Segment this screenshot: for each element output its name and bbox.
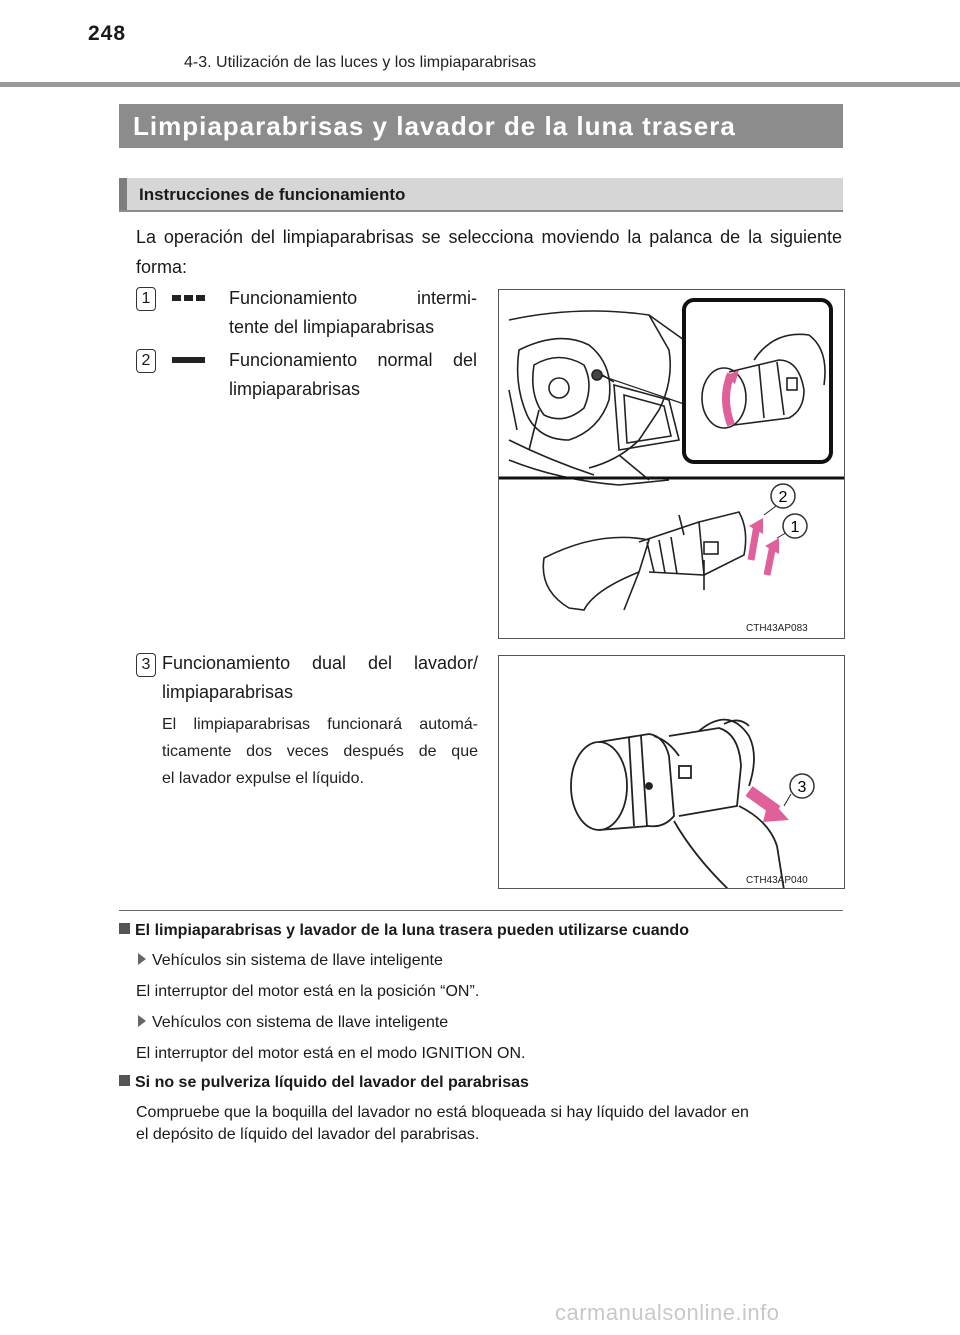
square-bullet-icon bbox=[119, 1075, 130, 1086]
subheading-rule bbox=[119, 210, 843, 212]
note-line: El interruptor del motor está en el modo IGNITION ON. bbox=[136, 1045, 526, 1062]
item-3-line-2: limpiaparabrisas bbox=[162, 682, 294, 702]
item-number-badge: 1 bbox=[136, 287, 156, 311]
dashboard-lever-illustration bbox=[499, 290, 845, 639]
page-header bbox=[0, 0, 960, 88]
intermittent-indicator-icon bbox=[172, 293, 208, 303]
note-bullet-line: Vehículos sin sistema de llave inteligente bbox=[138, 950, 443, 972]
subheading-box bbox=[119, 178, 843, 212]
item-number-badge: 3 bbox=[136, 653, 156, 677]
figure-code: CTH43AP083 bbox=[746, 623, 808, 634]
section-divider bbox=[119, 910, 843, 911]
page-number: 248 bbox=[88, 22, 127, 45]
item-3-note-line-1: El limpiaparabrisas funcionará automá- bbox=[162, 716, 478, 733]
callout-number: 3 bbox=[797, 779, 807, 796]
item-3-note-line-3: el lavador expulse el líquido. bbox=[162, 770, 364, 787]
square-bullet-icon bbox=[119, 923, 130, 934]
triangle-bullet-icon bbox=[138, 953, 146, 965]
note-heading: Si no se pulveriza líquido del lavador del parabrisas bbox=[119, 1074, 529, 1092]
page-title: Limpiaparabrisas y lavador de la luna trasera bbox=[133, 111, 736, 141]
callout-number: 2 bbox=[778, 489, 788, 506]
callout-number: 1 bbox=[790, 519, 800, 536]
intro-paragraph: La operación del limpiaparabrisas se selecciona moviendo la palanca de la siguiente forma: bbox=[136, 227, 842, 277]
item-3-line-1: Funcionamiento dual del lavador/ bbox=[162, 653, 478, 673]
item-2-line-1: Funcionamiento normal del bbox=[229, 350, 477, 370]
item-number-badge: 2 bbox=[136, 349, 156, 373]
note-line: Compruebe que la boquilla del lavador no está bloqueada si hay líquido del lavador en bbox=[136, 1104, 749, 1121]
triangle-bullet-icon bbox=[138, 1015, 146, 1027]
note-bullet-line: Vehículos con sistema de llave inteligente bbox=[138, 1012, 448, 1034]
watermark: carmanualsonline.info bbox=[555, 1300, 780, 1325]
washer-lever-illustration bbox=[499, 656, 845, 889]
normal-indicator-icon bbox=[172, 355, 208, 365]
note-heading: El limpiaparabrisas y lavador de la luna trasera pueden utilizarse cuando bbox=[119, 922, 689, 940]
page-title-banner bbox=[119, 104, 843, 148]
subheading: Instrucciones de funcionamiento bbox=[139, 185, 406, 204]
header-rule bbox=[0, 82, 960, 87]
figure-code: CTH43AP040 bbox=[746, 875, 808, 886]
section-title: 4-3. Utilización de las luces y los limpiaparabrisas bbox=[184, 54, 537, 71]
item-1-line-2: tente del limpiaparabrisas bbox=[229, 317, 435, 337]
item-2-line-2: limpiaparabrisas bbox=[229, 379, 361, 399]
item-3-note-line-2: ticamente dos veces después de que bbox=[162, 743, 478, 760]
figure-lever-overview bbox=[498, 289, 845, 639]
figure-washer-operation bbox=[498, 655, 845, 889]
item-1-line-1: Funcionamiento intermi- bbox=[229, 288, 477, 308]
subheading-accent-bar bbox=[119, 178, 127, 212]
note-line: El interruptor del motor está en la posición “ON”. bbox=[136, 983, 480, 1000]
note-line: el depósito de líquido del lavador del parabrisas. bbox=[136, 1126, 480, 1143]
